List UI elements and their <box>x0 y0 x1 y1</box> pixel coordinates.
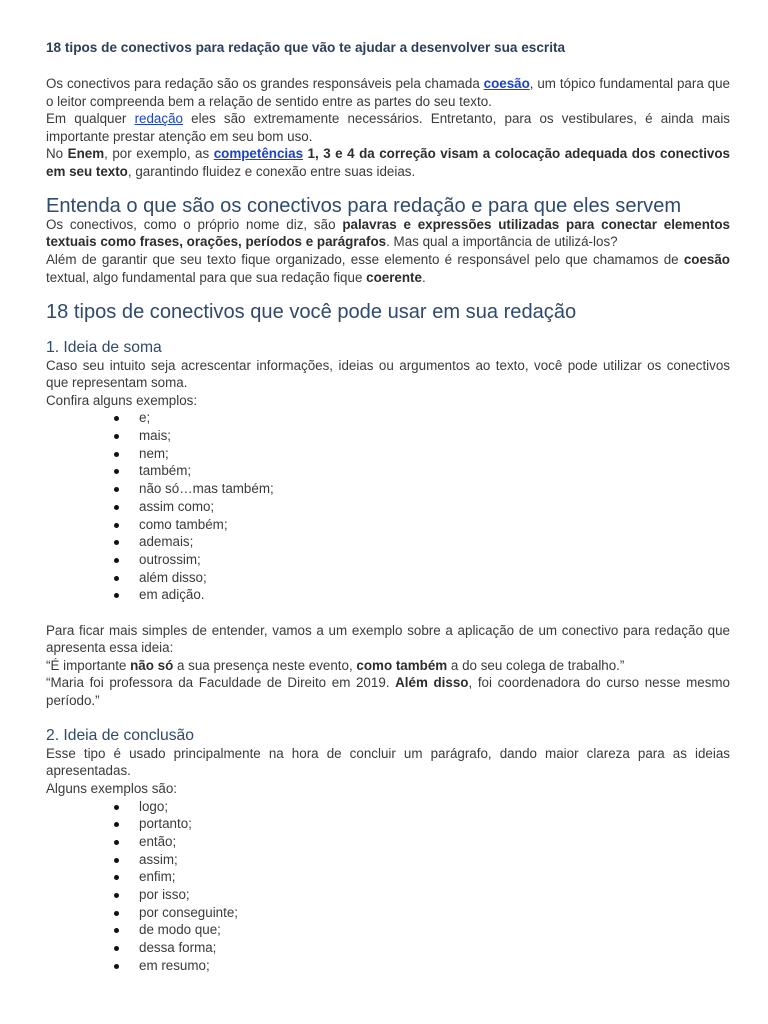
spacer <box>46 604 730 622</box>
bullet-icon <box>114 911 119 916</box>
bullet-icon <box>114 505 119 510</box>
spacer <box>46 57 730 75</box>
bold-text: palavras e expressões utilizadas para conectar elementos textuais como frases, orações, períodos e parágrafos <box>46 216 730 250</box>
bullet-icon <box>114 593 119 598</box>
bold-text: não só <box>130 657 174 673</box>
bullet-icon <box>114 434 119 439</box>
list-item <box>114 868 730 886</box>
list-item <box>114 409 730 427</box>
conclusao-paragraph-1: Esse tipo é usado principalmente na hora de concluir um parágrafo, dando maior clareza para as ideias apresentadas. <box>46 745 730 779</box>
soma-list <box>46 409 730 604</box>
bold-text: Enem <box>67 146 105 162</box>
document-title: 18 tipos de conectivos para redação que vão te ajudar a desenvolver sua escrita <box>46 40 566 55</box>
what-paragraph-2 <box>46 251 730 286</box>
list-item-text: mais; <box>139 427 171 443</box>
list-item-text: como também; <box>139 516 228 532</box>
bullet-icon <box>114 805 119 810</box>
list-item-text: assim como; <box>139 498 215 514</box>
list-item-text: ademais; <box>139 534 194 550</box>
list-item <box>114 516 730 534</box>
bullet-icon <box>114 822 119 827</box>
list-item <box>114 445 730 463</box>
list-item <box>114 921 730 939</box>
intro-paragraph-3 <box>46 145 730 180</box>
bullet-icon <box>114 928 119 933</box>
list-item-text: assim; <box>139 851 178 867</box>
bullet-icon <box>114 964 119 969</box>
text: . <box>421 269 426 285</box>
list-item-text: e; <box>139 410 151 426</box>
list-item <box>114 462 730 480</box>
spacer <box>46 321 730 339</box>
list-item <box>114 904 730 922</box>
spacer <box>46 710 730 728</box>
list-item <box>114 498 730 516</box>
bold-text: coesão <box>683 251 730 267</box>
bullet-icon <box>114 893 119 898</box>
intro-paragraph-2 <box>46 110 730 145</box>
bullet-icon <box>114 946 119 951</box>
list-item-text: enfim; <box>139 869 176 885</box>
section-heading-what: Entenda o que são os conectivos para redação e para que eles servem <box>46 195 682 218</box>
bullet-icon <box>114 840 119 845</box>
soma-paragraph-1: Caso seu intuito seja acrescentar informações, ideias ou argumentos ao texto, você pode utilizar os conectivos que representam soma. <box>46 357 730 391</box>
list-item <box>114 815 730 833</box>
bold-text: como também <box>356 657 448 673</box>
link-competencias[interactable]: competências <box>213 146 304 162</box>
text: eles são extremamente necessários. Entretanto, para os vestibulares, é ainda mais importante prestar atenção em seu bom uso. <box>46 111 730 144</box>
text: Os conectivos, como o próprio nome diz, são <box>46 216 343 232</box>
section-heading-types: 18 tipos de conectivos que você pode usar em sua redação <box>46 300 577 323</box>
text: No <box>46 146 68 162</box>
text: , por exemplo, as <box>104 146 214 162</box>
bullet-icon <box>114 875 119 880</box>
text: a do seu colega de trabalho.” <box>447 657 625 673</box>
list-item <box>114 957 730 975</box>
section-heading-soma: 1. Ideia de soma <box>46 338 162 356</box>
list-item <box>114 551 730 569</box>
bullet-icon <box>114 469 119 474</box>
list-item <box>114 480 730 498</box>
list-item-text: portanto; <box>139 816 192 832</box>
list-item-text: outrossim; <box>139 551 201 567</box>
section-heading-conclusao: 2. Ideia de conclusão <box>46 727 194 745</box>
bold-text: coerente <box>366 269 422 285</box>
text: “Maria foi professora da Faculdade de Direito em 2019. <box>46 675 396 691</box>
list-item <box>114 833 730 851</box>
text: . Mas qual a importância de utilizá-los? <box>386 234 618 250</box>
bullet-icon <box>114 576 119 581</box>
list-item <box>114 586 730 604</box>
list-item-text: então; <box>139 833 177 849</box>
list-item-text: em resumo; <box>139 957 210 973</box>
list-item-text: nem; <box>139 445 169 461</box>
list-item-text: também; <box>139 463 192 479</box>
bullet-icon <box>114 452 119 457</box>
link-coesao[interactable]: coesão <box>483 76 530 91</box>
bold-text: 1, 3 e 4 da correção visam a colocação adequada dos conectivos em seu texto <box>46 146 731 179</box>
intro-paragraph-1 <box>46 75 730 110</box>
text: Em qualquer <box>46 111 135 127</box>
list-item <box>114 427 730 445</box>
list-item <box>114 886 730 904</box>
bullet-icon <box>114 487 119 492</box>
text: Os conectivos para redação são os grandes responsáveis pela chamada <box>46 76 484 91</box>
soma-paragraph-3: Para ficar mais simples de entender, vamos a um exemplo sobre a aplicação de um conectivo para redação que apresenta essa ideia: <box>46 622 730 656</box>
soma-example-2 <box>46 674 730 709</box>
text: , garantindo fluidez e conexão entre suas ideias. <box>127 163 416 179</box>
bold-text: Além disso <box>395 675 469 691</box>
conclusao-paragraph-2: Alguns exemplos são: <box>46 780 178 796</box>
list-item <box>114 533 730 551</box>
soma-example-1 <box>46 657 730 675</box>
bullet-icon <box>114 523 119 528</box>
text: , um tópico fundamental para que o leitor compreenda bem a relação de sentido entre as partes do seu texto. <box>46 76 730 109</box>
list-item <box>114 569 730 587</box>
list-item-text: dessa forma; <box>139 940 217 956</box>
list-item-text: além disso; <box>139 569 207 585</box>
text: “É importante <box>46 657 131 673</box>
list-item-text: por isso; <box>139 887 190 903</box>
list-item <box>114 798 730 816</box>
conclusao-list <box>46 798 730 975</box>
list-item-text: não só…mas também; <box>139 481 274 497</box>
text: textual, algo fundamental para que sua redação fique <box>46 269 367 285</box>
soma-paragraph-2: Confira alguns exemplos: <box>46 392 198 408</box>
list-item-text: de modo que; <box>139 922 221 938</box>
list-item <box>114 939 730 957</box>
link-redacao[interactable]: redação <box>134 111 183 127</box>
bullet-icon <box>114 858 119 863</box>
bullet-icon <box>114 540 119 545</box>
text: a sua presença neste evento, <box>173 657 357 673</box>
bullet-icon <box>114 558 119 563</box>
list-item-text: logo; <box>139 798 169 814</box>
list-item-text: em adição. <box>139 587 205 603</box>
list-item-text: por conseguinte; <box>139 904 239 920</box>
list-item <box>114 851 730 869</box>
bullet-icon <box>114 416 119 421</box>
text: , foi coordenadora do curso nesse mesmo período.” <box>46 675 730 708</box>
text: Além de garantir que seu texto fique organizado, esse elemento é responsável pelo que chamamos de <box>46 251 684 267</box>
what-paragraph-1 <box>46 216 730 251</box>
